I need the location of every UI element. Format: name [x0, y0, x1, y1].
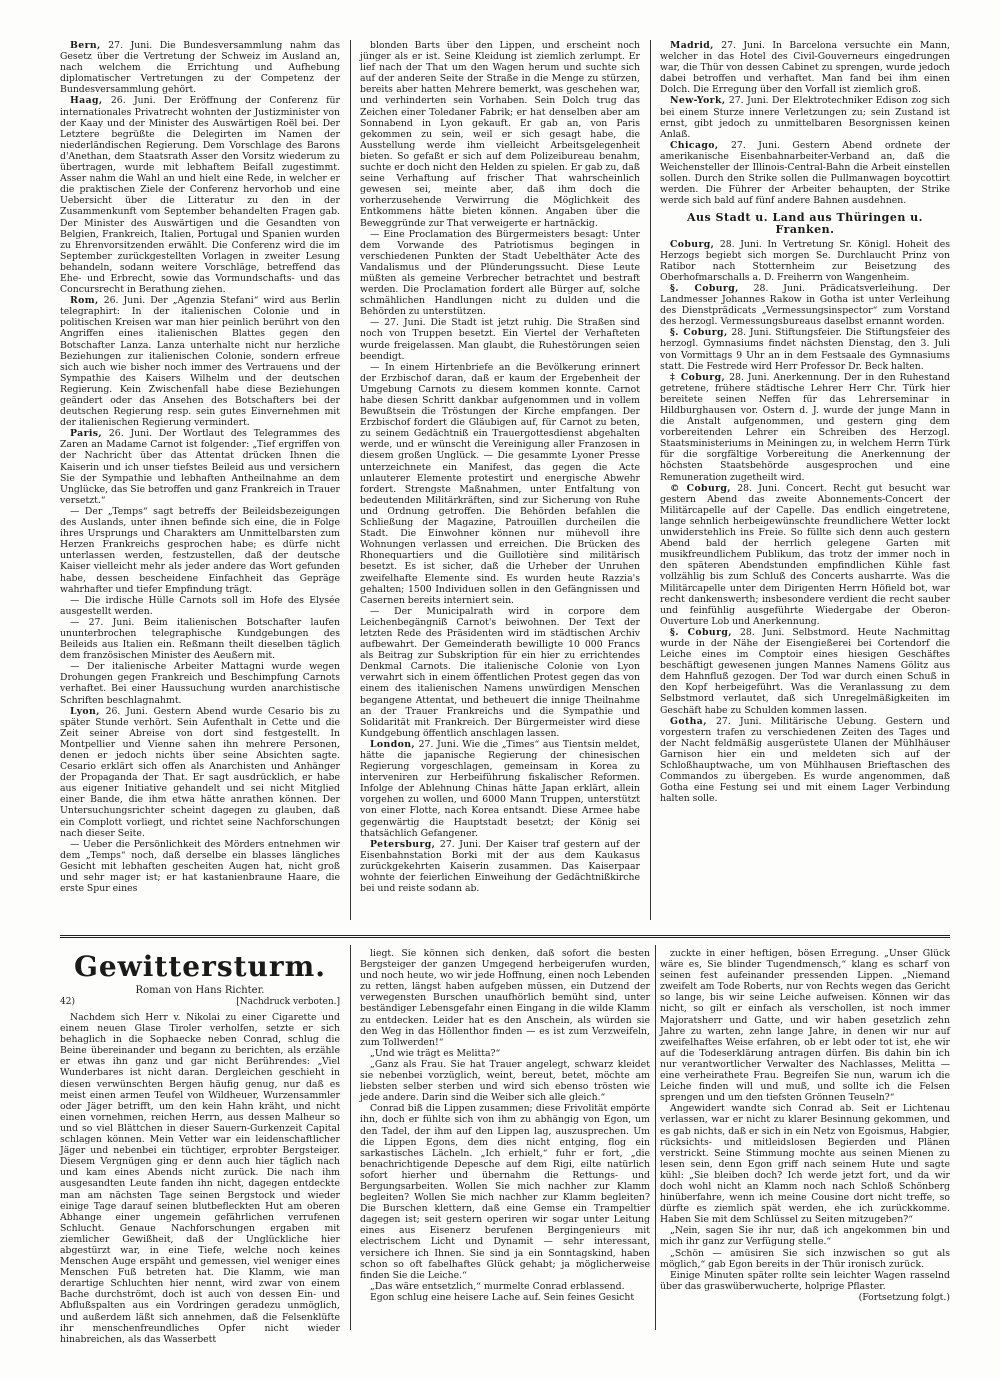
dateline: Petersburg, — [370, 838, 436, 850]
news-item — [60, 839, 340, 894]
news-item — [60, 661, 340, 705]
news-text: 28. Juni. Stiftungsfeier. Die Stiftungsfeier des herzogl. Gymnasiums findet nächsten Dienstag, den 3. Juli von Vormittags 9 Uhr an in dem Festsaale des Gymnasiums statt. Die Festrede wird Herr Professor Dr. Beck halten. — [660, 327, 950, 372]
news-item — [660, 140, 950, 207]
column-rule — [655, 945, 656, 1330]
dateline: Gotha, — [670, 715, 707, 727]
news-item — [660, 40, 950, 95]
news-text: — Der „Temps“ sagt betreffs der Beileidsbezeigungen des Auslands, unter ihnen befinde sich eine, die in Folge ihres Ursprungs und Charakters am Unmittelbarsten zum Herzen Frankreichs gesprochen habe; es dürfe nicht unterlassen werden, festzustellen, daß der deutsche Kaiser vielleicht mehr als jeder andere das Wort gefunden habe, dessen bescheidene Einfachheit das Gepräge wahrhafter und tiefer Empfindung trägt. — [60, 505, 340, 595]
news-column-3 — [660, 40, 950, 920]
news-column-2 — [360, 40, 640, 920]
feuilleton-title: Gewittersturm. — [73, 950, 327, 983]
novel-paragraph: Nachdem sich Herr v. Nikolai zu einer Cigarette und einem neuen Glase Tiroler verholfen, setzte er sich behaglich in die Sophaecke neben Conrad, schlug die Beine übereinander und begann zu berichten, als erzähle er etwas ihn ganz und gar nicht Berührendes: „Viel Wunderbares ist nicht daran. Dergleichen geschieht in diesen verwünschten Bergen häufig genug, nur daß es meist einen armen Teufel von Wildheuer, Wurzensammler oder Jäger betrifft, um den kein Hahn kräht, und nicht einen vornehmen, reichen Herrn, aus dessen Malheur so und so viel Blättchen in dieser Sauern-Gurkenzeit Capital schlagen können. Mein Vetter war ein leidenschaftlicher Jäger und nebenbei ein tüchtiger, erprobter Bergsteiger. Diesem Vergnügen ging er denn auch hier täglich nach und kam eines Abends nicht zurück. Die nach ihm ausgesandten Leute fanden ihn nicht, dagegen entdeckte man am nächsten Tage seinen Bergstock und wieder einige Tage darauf seinen blutbefleckten Hut am oberen Abhange einer ungemein gefährlichen verrufenen Schlucht. Genaue Nachforschungen ergaben mit ziemlicher Gewißheit, daß der Unglückliche hier abgestürzt war, in eine Tiefe, welche noch keines Menschen Auge erspäht und gemessen, viel weniger eines Menschen Fuß betreten hat. Die Klamm, wie man derartige Schluchten hier nennt, wird zwar von einem Bache durchströmt, doch ist auch von dessen Ein- und Abflußspalten aus ein Vordringen geradezu unmöglich, und außerdem läßt sich annehmen, daß die Felsenklüfte ihr menschenfreundliches Opfer nicht wieder hinabreichen, als das Wasserbett — [60, 1012, 340, 1345]
news-text: 28. Juni. Selbstmord. Heute Nachmittag wurde in der Nähe der Eisengießerei bei Cortendorf die Leiche eines im Comptoir eines hiesigen Geschäftes beschäftigt gewesenen jungen Mannes Namens Gölitz aus dem Hahnfluß gezogen. Der Tod war durch einen Schuß in den Kopf herbeigeführt. Was die Veranlassung zu dem Selbstmord verlautet, daß sich Unregelmäßigkeiten im Geschäft habe zu Schulden kommen lassen. — [660, 626, 950, 716]
news-text: — Der Municipalrath wird in corpore dem Leichenbegängniß Carnot's beiwohnen. Der Text der letzten Rede des Präsidenten wird im städtischen Archiv aufbewahrt. Der Gemeinderath bewilligte 10 000 Francs als Beitrag zur Subskription für ein hier zu errichtendes Denkmal Carnots. Die italienische Colonie von Lyon verwahrt sich in einem öffentlichen Protest gegen das von einem des italienischen Namens unwürdigen Menschen begangene Attentat, und betheuert die innige Theilnahme an der Trauer Frankreichs und die Sympathie und Solidarität mit Frankreich. Der Bürgermeister wird diese Kundgebung öffentlich anschlagen lassen. — [360, 605, 640, 739]
news-item — [360, 739, 640, 839]
news-text: — Die irdische Hülle Carnots soll im Hofe des Elysée ausgestellt werden. — [60, 594, 340, 617]
feuilleton-meta — [60, 997, 340, 1007]
novel-paragraph: „Schön — amüsiren Sie sich inzwischen so gut als möglich,“ gab Egon bereits in der Thür ironisch zurück. — [660, 1247, 950, 1270]
news-item — [660, 327, 950, 371]
news-text: 26. Juni. Der Wortlaut des Telegrammes des Zaren an Madame Carnot ist folgender: „Tief ergriffen von der Nachricht über das Attentat drücken Ihnen die Kaiserin und ich unser tiefstes Beileid aus und versichern Sie der Sympathie und lebhaften Antheilnahme an dem Unglücke, das Sie betroffen und ganz Frankreich in Trauer versetzt.“ — [60, 428, 340, 506]
news-text: 27. Juni. Der Kaiser traf gestern auf der Eisenbahnstation Borki mit der aus dem Kaukasus zurückgekehrten Kaiserin zusammen. Das Kaiserpaar wohnte der feierlichen Einweihung der Gedächtnißkirche bei und reiste sodann ab. — [360, 838, 640, 895]
news-text: 28. Juni. Concert. Recht gut besucht war gestern Abend das zweite Abonnements-Concert der Militärcapelle auf der Capelle. Das endlich eingetretene, lange sehnlich herbeigewünschte freundlichere Wetter lockt unwiderstehlich ins Freie. So füllte sich denn auch gestern Abend bald der herrlich gelegene Garten mit musikfreundlichem Publikum, das trotz der immer noch in den späteren Abendstunden empfindlichen Kühle fast vollzählig bis zum Schluß des Concerts ausharrte. Was die Militärcapelle unter dem Dirigenten Herrn Höfield bot, war recht dankenswerth; insbesondere verdient die recht sauber und feinfühlig ausgeführte Wiedergabe der Oberon-Ouverture Lob und Anerkennung. — [660, 482, 950, 627]
news-text: 28. Juni. Anerkennung. Der in den Ruhestand getretene, frühere städtische Lehrer Herr Chr. Türk hier bereitete seinen Neffen für das Lehrerseminar in Hildburghausen vor. Ostern d. J. wurde der junge Mann in die Anstalt aufgenommen, und gestern ging dem vorbereitenden Lehrer ein Schreiben des Herzogl. Staatsministeriums in Meiningen zu, in welchem Herrn Türk für die sorgfältige Vorbereitung die Anerkennung der höchsten Staatsbehörde ausgesprochen und eine Remuneration zugetheilt wird. — [660, 371, 950, 483]
feuilleton-subtitle: Roman von Hans Richter. — [135, 985, 265, 996]
dateline: Chicago, — [670, 139, 719, 151]
installment-number: 42) — [60, 997, 75, 1007]
novel-paragraph: „Nein, sagen Sie ihr nur, daß ich angekommen bin und mich ihr ganz zur Verfügung stelle.“ — [660, 1225, 950, 1248]
news-text: 27. Juni. Der Elektrotechniker Edison zog sich bei einem Sturze innere Verletzungen zu; sein Zustand ist ernst, gibt jedoch zu unmittelbaren Besorgnissen keinen Anlaß. — [660, 95, 950, 140]
feuilleton-column-1 — [60, 1012, 340, 1345]
news-item — [660, 372, 950, 483]
news-text: 26. Juni. Der Eröffnung der Conferenz für internationales Privatrecht wohnten der Justizminister von der Kaay und der Minister des Auswärtigen Roël bei. Der Letztere begrüßte die Delegirten im Namen der niederländischen Regierung. Dem Vorschlage des Barons d'Anethan, dem Staatsrath Asser den Vorsitz wiederum zu übertragen, wurde mit lebhaftem Beifall zugestimmt. Asser nahm die Wahl an und hielt eine Rede, in welcher er die praktischen Ziele der Conferenz hervorhob und eine Uebersicht über die Litteratur zu den in der Zusammenkunft vom September behandelten Fragen gab. Der Minister des Auswärtigen und die Gesandten von Belgien, Frankreich, Italien, Portugal und Spanien wurden zu Ehrenvorsitzenden erwählt. Die Conferenz wird die im September zurückgestellten Vorlagen in zweiter Lesung behandeln, sodann weitere Vorschläge, betreffend das Ehe- und Erbrecht, sowie das Vormundschafts- und das Concursrecht in Berathung ziehen. — [60, 95, 340, 296]
novel-paragraph: Conrad biß die Lippen zusammen; diese Frivolität empörte ihn, doch er fühlte sich von ihm zu abhängig von Egon, um den Tadel, der ihm auf den Lippen lag, auszusprechen. Um die Lippen Egons, dem dies nicht entging, flog ein sarkastisches Lächeln. „Ich erhielt,“ fuhr er fort, „die benachrichtigende Depesche auf dem Rigi, eilte natürlich sofort hierher und übernahm die Rettungs- und Bergungsarbeiten. Wollen Sie mich nachher zur Klamm begleiten? Wollen Sie mich nachher zur Klamm begleiten? Die Burschen klettern, daß eine Gemse ein Trampeltier dagegen ist; seit gestern operiren wir sogar unter Leitung eines aus Eisenerz berufenen Bergingenieurs mit electrischem Licht und Dynamit — sehr interessant, versichere ich Ihnen. Sie sind ja ein Sonntagskind, haben schon so oft fabelhaftes Glück gehabt; ja möglicherweise finden Sie die Leiche.“ — [360, 1103, 650, 1281]
feuilleton-separator — [60, 935, 950, 938]
novel-paragraph: zuckte in einer heftigen, bösen Erregung. „Unser Glück wäre es, Sie blinder Tugendmensch,“ klang es scharf von seinen fest aufeinander pressenden Lippen. „Niemand zweifelt am Tode Roberts, nur von Rechts wegen das Gericht so lange, bis wir seine Leiche aufweisen. Können wir das nicht, so gilt er einfach als verschollen, ist noch immer Majoratsherr und Gatte, und wir haben gesetzlich zehn Jahre zu warten, zehn lange Jahre, in denen wir nur auf zweifelhaftes Weise erfahren, ob er lebt oder tot ist, ehe wir auf die Todeserklärung antragen dürfen. Bis dahin bin ich nur verantwortlicher Verwalter des Nachlasses, Melitta — eine verheirathete Frau. Begreifen Sie nun, warum ich die Leiche finden will und muß, und sollte ich die Felsen sprengen und um den tiefsten Grönnen Teuseln?“ — [660, 948, 950, 1104]
news-text: 27. Juni. Die Bundesversammlung nahm das Gesetz über die Vertretung der Schweiz im Ausland an, nach welchem die Errichtung und Aufhebung diplomatischer Vertretungen zu der Competenz der Bundesversammlung gehört. — [60, 40, 340, 96]
news-item — [660, 95, 950, 139]
dateline: Bern, — [70, 40, 101, 51]
news-item — [660, 627, 950, 716]
news-column-1 — [60, 40, 340, 920]
continuation-note: (Fortsetzung folgt.) — [858, 1291, 950, 1303]
news-item — [660, 239, 950, 283]
news-text: 27. Juni. In Barcelona versuchte ein Mann, welcher in das Hotel des Civil-Gouverneurs eingedrungen war, die Thür von dessen Cabinet zu sprengen, wurde jedoch dabei betroffen und verhaftet. Man fand bei ihm einen Dolch. Die Erregung über den Vorfall ist ziemlich groß. — [660, 40, 950, 96]
news-text: 27. Juni. Gestern Abend ordnete der amerikanische Eisenbahnarbeiter-Verband an, daß die Weichensteller der Illinois-Central-Bahn die Arbeit einstellen sollen. Durch den Strike sollen die Pullmanwagen boycottirt werden. Die Führer der Arbeiter behaupten, der Strike werde sich bald auf fünf andere Bahnen ausdehnen. — [660, 139, 950, 207]
news-item — [60, 95, 340, 295]
news-item — [60, 706, 340, 839]
news-text: — Der italienische Arbeiter Mattagni wurde wegen Drohungen gegen Frankreich und Beschimpfung Carnots verhaftet. Bei einer Haussuchung wurden anarchistische Schriften beschlagnahmt. — [60, 661, 340, 706]
news-item — [660, 283, 950, 327]
novel-paragraph: „Ganz als Frau. Sie hat Trauer angelegt, schwarz kleidet sie nebenbei vorzüglich, weint, bereut, betet, möchte am liebsten selber sterben und wird sich ebenso trösten wie jede andere. Darin sind die Weiber sich alle gleich.“ — [360, 1058, 650, 1104]
novel-paragraph: „Und wie trägt es Melitta?“ — [370, 1047, 501, 1059]
dateline: © Coburg, — [670, 482, 731, 494]
news-text: 26. Juni. Gestern Abend wurde Cesario bis zu später Stunde verhört. Sein Aufenthalt in Cette und die Zeit seiner Abreise von dort sind festgestellt. In Montpellier und Vienne sahen ihn mehrere Personen, denen er jedoch nichts über seine Absichten sagte. Cesario erklärt sich offen als Anarchisten und Anhänger der Propaganda der That. Er sagt ausdrücklich, er habe aus eigener Initiative gehandelt und sei nicht Mitglied einer Bande, die ihm etwa hätte anrathen können. Der Untersuchungsrichter scheint dagegen zu glauben, daß ein Complott vorliegt, und richtet seine Nachforschungen nach dieser Seite. — [60, 705, 340, 839]
news-text: 26. Juni. Der „Agenzia Stefani“ wird aus Berlin telegraphirt: In der italienischen Colonie und in politischen Kreisen war man hier peinlich berührt von den Angriffen eines italienischen Blattes gegen den Botschafter Lanza. Lanza unterhalte nicht nur herzliche Beziehungen zur italienischen Colonie, sondern erfreue sich auch wie bisher noch immer des Vertrauens und der Sympathie des Kaisers Wilhelm und der deutschen Regierung. Kein Zwischenfall habe diese Beziehungen geändert oder das Ansehen des Botschafters bei der deutschen Regierung resp. sein gutes Einvernehmen mit der italienischen Regierung vermindert. — [60, 295, 340, 429]
novel-paragraph: Angewidert wandte sich Conrad ab. Seit er Lichtenau verlassen, war er nicht zu klarer Besinnung gekommen, und es gab nichts, daß er sich in ein Netz von Egoismus, Habgier, rücksichts- und mitleidslosen Begierden und Plänen verstrickt. Seine Stimmung mochte aus seinen Mienen zu lesen sein, denn Egon griff nach seinem Hute und sagte kühl: „Sie bleiben doch? Ich werde jetzt fort, und da wir doch wohl nicht an Klamm noch nach Schloß Schönberg hinüberfahre, wenn ich meine Cousine dort nicht treffe, so dürfte es ziemlich spät werden, ehe ich zurückkomme. Haben Sie mit dem Schlüssel zu Seiten mitzugeben?“ — [660, 1103, 950, 1226]
news-text: 27. Juni. Wie die „Times“ aus Tientsin meldet, hätte die japanische Regierung der chinesischen Regierung vorgeschlagen, gemeinsam in Korea zu interveniren zur Herbeiführung fiskalischer Reformen. Infolge der Ablehnung Chinas hätte Japan erklärt, allein vorgehen zu wollen, und 6000 Mann Truppen, unterstützt von einer Flotte, nach Korea entsandt. Diese Armee habe gegenwärtig die Hauptstadt besetzt; der König sei thatsächlich Gefangener. — [360, 738, 640, 839]
dateline: Haag, — [70, 95, 103, 107]
novel-paragraph: „Das wäre entsetzlich,“ murmelte Conrad erblassend. — [370, 1280, 625, 1292]
news-text: — Ueber die Persönlichkeit des Mörders entnehmen wir dem „Temps“ noch, daß derselbe ein blasses längliches Gesicht mit lebhaften gescheiten Augen hat, nicht groß und sehr mager ist; er hat kastanienbraune Haare, die erste Spur eines — [60, 838, 340, 895]
dateline: §. Coburg, — [670, 282, 739, 294]
section-heading: Aus Stadt u. Land aus Thüringen u. Franken. — [687, 211, 923, 236]
column-rule — [350, 40, 351, 920]
dateline: §. Coburg, — [670, 626, 732, 638]
column-rule — [650, 40, 651, 920]
news-text: 27. Juni. Militärische Uebung. Gestern und vorgestern trafen zu verschiedenen Zeiten des Tages und der Nacht feldmäßig ausgerüstete Ulanen der Mühlhäuser Garnison hier ein und meldeten sich auf der Schloßhauptwache, um von Mühlhausen Brieftaschen des Commandos zu übergeben. Es wurde angenommen, daß Gotha eine Festung sei und mit einem Lager Verbindung halten solle. — [660, 715, 950, 805]
dateline: Madrid, — [670, 40, 714, 51]
news-text: 28. Juni. Prädicatsverleihung. Der Landmesser Johannes Rakow in Gotha ist unter Verleihung des Dienstprädicats „Vermessungsinspector“ zum Vorstand des herzogl. Vermessungsbureaus daselbst ernannt worden. — [660, 282, 950, 328]
news-text: — 27. Juni. Beim italienischen Botschafter laufen ununterbrochen telegraphische Kundgebungen des Beileids aus Italien ein. Reßmann theilt dieselben täglich dem französischen Minister des Aeußern mit. — [60, 616, 340, 662]
dateline: Rom, — [70, 295, 99, 307]
dateline: Lyon, — [70, 705, 100, 717]
news-item — [60, 295, 340, 428]
news-item — [60, 40, 340, 95]
news-item — [360, 362, 640, 606]
news-item — [360, 317, 640, 361]
news-item — [60, 428, 340, 506]
novel-paragraph: Egon schlug eine heisere Lache auf. Sein feines Gesicht — [370, 1291, 635, 1303]
news-item — [660, 716, 950, 805]
news-item — [360, 229, 640, 318]
news-item — [60, 595, 340, 617]
news-item — [660, 483, 950, 627]
feuilleton-column-2 — [360, 948, 650, 1328]
dateline: New-York, — [670, 95, 726, 107]
news-item — [360, 606, 640, 739]
novel-paragraph: liegt. Sie können sich denken, daß sofort die besten Bergsteiger der ganzen Umgegend herbeigerufen wurden, und noch heute, wo wir jede Hoffnung, einen noch Lebenden zu retten, längst haben aufgeben müssen, ein Dutzend der verwegensten Burschen unaufhörlich bemüht sind, unter beständiger Lebensgefahr einen Eingang in die wilde Klamm zu entdecken. Leider hat es den Anschein, als würden sie den Weg in das Höllenthor finden — es ist zum Verzweifeln, zum Tollwerden!“ — [360, 948, 650, 1048]
news-item — [360, 839, 640, 894]
news-text: — 27. Juni. Die Stadt ist jetzt ruhig. Die Straßen sind noch von Truppen besetzt. Ein Viertel der Verhafteten wurde freigelassen. Man glaubt, die Ruhestörungen seien beendigt. — [360, 317, 640, 362]
reprint-note: [Nachdruck verboten.] — [236, 997, 340, 1007]
news-item — [360, 40, 640, 229]
dateline: Coburg, — [670, 238, 715, 250]
column-rule — [350, 945, 351, 1330]
feuilleton-column-3 — [660, 948, 950, 1328]
news-text: 28. Juni. In Vertretung Sr. Königl. Hoheit des Herzogs begiebt sich morgen Se. Durchlaucht Prinz von Ratibor nach Stotternheim zur Beisetzung des Oberhofmarschalls a. D. Freiherrn von Wangenheim. — [660, 238, 950, 283]
news-text: blonden Barts über den Lippen, und erscheint noch jünger als er ist. Seine Kleidung ist ziemlich zerlumpt. Er lief nach der That um den Wagen herum und suchte sich auf der anderen Seite der Straße in die Menge zu stürzen, bereits aber hatten Mehrere bemerkt, was geschehen war, und verhinderten sein Vorhaben. Sein Dolch trug das Zeichen einer Toledaner Fabrik; er hat denselben aber am Sonnabend in Lyon gekauft. Er gab an, von Paris gekommen zu sein, weil er sich gesagt habe, die Ausstellung werde ihm vielleicht Arbeitsgelegenheit bieten. So gefaßt er sich auf dem Polizeibureau benahm, suchte er doch nicht den Helden zu spielen. Er gab zu, daß seine Verhaftung auf frischer That wahrscheinlich gewesen sei, meinte aber, daß ihm doch die vorherzusehende Verwirrung die Möglichkeit des Entkommens hätte bieten können. Angaben über die Beweggründe zur That verweigerte er hartnäckig. — [360, 40, 640, 229]
dateline: Paris, — [70, 428, 103, 440]
news-text: — In einem Hirtenbriefe an die Bevölkerung erinnert der Erzbischof daran, daß er kaum der Ergebenheit der Umgebung Carnots zu diesem kommen konnte. Carnot habe diesen Schritt dankbar aufgenommen und in vollem Bewußtsein die Tröstungen der Kirche empfangen. Der Erzbischof fordert die Gläubigen auf, für Carnot zu beten, zu seinem Gedächtniß ein Trauergottesdienst abgehalten werde, und er wünscht die Vereinigung aller Franzosen in diesem großen Unglück. — Die gesammte Lyoner Presse unterzeichnete ein Manifest, das gegen die Acte unlauterer Elemente protestirt und energische Abwehr fordert. Strengste Maßnahmen, unter Entfaltung von bedeutenden Militärkräften, sind zur Sicherung von Ruhe und Ordnung getroffen. Die Behörden befahlen die Schließung der Magazine, Patrouillen durcheilen die Stadt. Die Einwohner können nur mühevoll ihre Wohnungen verlassen und erreichen. Die Brücken des Rhonequartiers und die Guillotière sind militärisch besetzt. Es ist sicher, daß die Urheber der Unruhen zweifelhafte Elemente sind. Es wurden heute Razzia's gehalten; 1500 Individuen sollen in den Gefängnissen und Casernen bereits interniert sein. — [360, 361, 640, 606]
dateline: §. Coburg, — [670, 327, 728, 339]
dateline: ‡ Coburg, — [670, 371, 726, 383]
novel-paragraph: Einige Minuten später rollte sein leichter Wagen rasselnd über das graswüberwucherte, holprige Pflaster. — [660, 1269, 950, 1292]
dateline: London, — [370, 738, 415, 750]
news-text: — Eine Proclamation des Bürgermeisters besagt: Unter dem Vorwande des Patriotismus begingen in verschiedenen Punkten der Stadt Uebelthäter Acte des Vandalismus und der Plünderungssucht. Diese Leute müßten als gemeine Verbrecher betrachtet und bestraft werden. Die Proclamation fordert alle Bürger auf, solche schmählichen Handlungen nicht zu dulden und die Behörden zu unterstützen. — [360, 228, 640, 318]
news-item — [60, 506, 340, 595]
news-item — [60, 617, 340, 661]
